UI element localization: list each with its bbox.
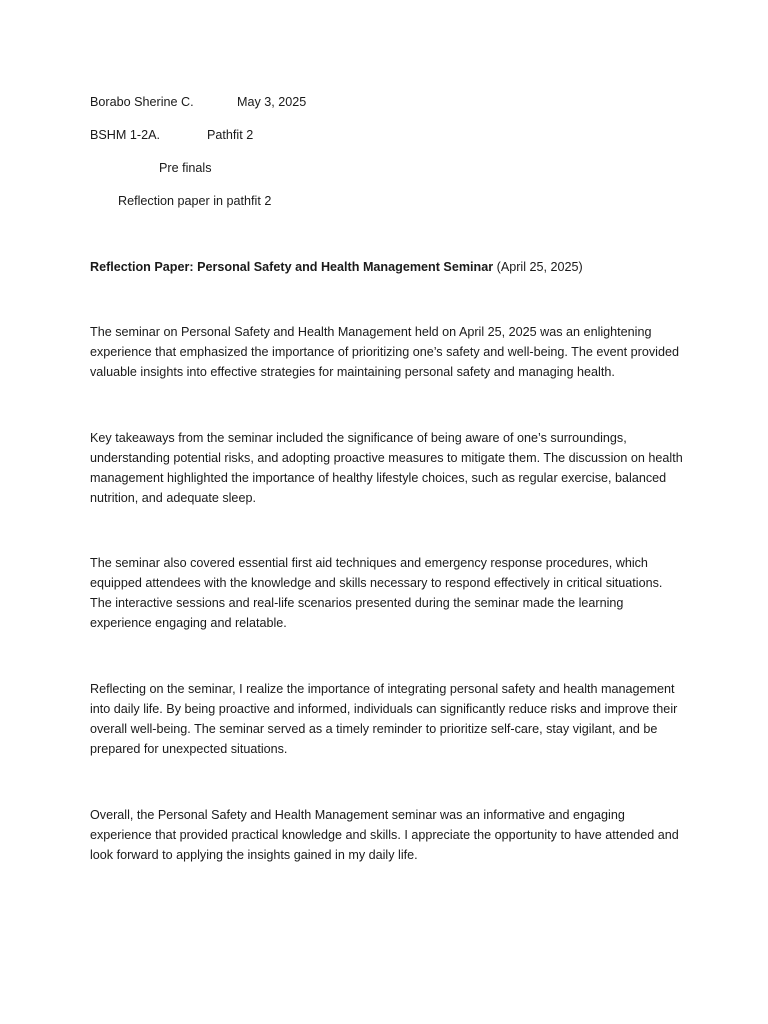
paper-title-date: (April 25, 2025) [493, 260, 583, 274]
document-type: Reflection paper in pathfit 2 [118, 194, 272, 208]
paragraph-3: The seminar also covered essential first aid techniques and emergency response procedures, which equipped attendees with the knowledge and skills necessary to respond effectively in critical situations. The interactive sessions and real-life scenarios presented during the seminar made the learning experience engaging and relatable. [90, 556, 663, 630]
subject-name: Pathfit 2 [207, 128, 254, 142]
term-label: Pre finals [159, 161, 212, 175]
author-name: Borabo Sherine C. [90, 95, 194, 109]
paragraph-2: Key takeaways from the seminar included the significance of being aware of one’s surroundings, understanding potential risks, and adopting proactive measures to mitigate them. The discussion on health management highlighted the importance of healthy lifestyle choices, such as regular exercise, balanced nutrition, and adequate sleep. [90, 431, 683, 505]
paragraph-4: Reflecting on the seminar, I realize the importance of integrating personal safety and health management into daily life. By being proactive and informed, individuals can significantly reduce risks and improve their overall well-being. The seminar served as a timely reminder to prioritize self-care, stay vigilant, and be prepared for unexpected situations. [90, 682, 678, 756]
paragraph-5: Overall, the Personal Safety and Health Management seminar was an informative and engaging experience that provided practical knowledge and skills. I appreciate the opportunity to have attended and look forward to applying the insights gained in my daily life. [90, 808, 679, 862]
paper-title-main: Reflection Paper: Personal Safety and Health Management Seminar [90, 260, 494, 274]
paper-title [90, 259, 583, 275]
paragraph-1: The seminar on Personal Safety and Health Management held on April 25, 2025 was an enlightening experience that emphasized the importance of prioritizing one’s safety and well-being. The event provided valuable insights into effective strategies for maintaining personal safety and managing health. [90, 325, 679, 379]
course-section: BSHM 1-2A. [90, 128, 160, 142]
submission-date: May 3, 2025 [237, 95, 307, 109]
